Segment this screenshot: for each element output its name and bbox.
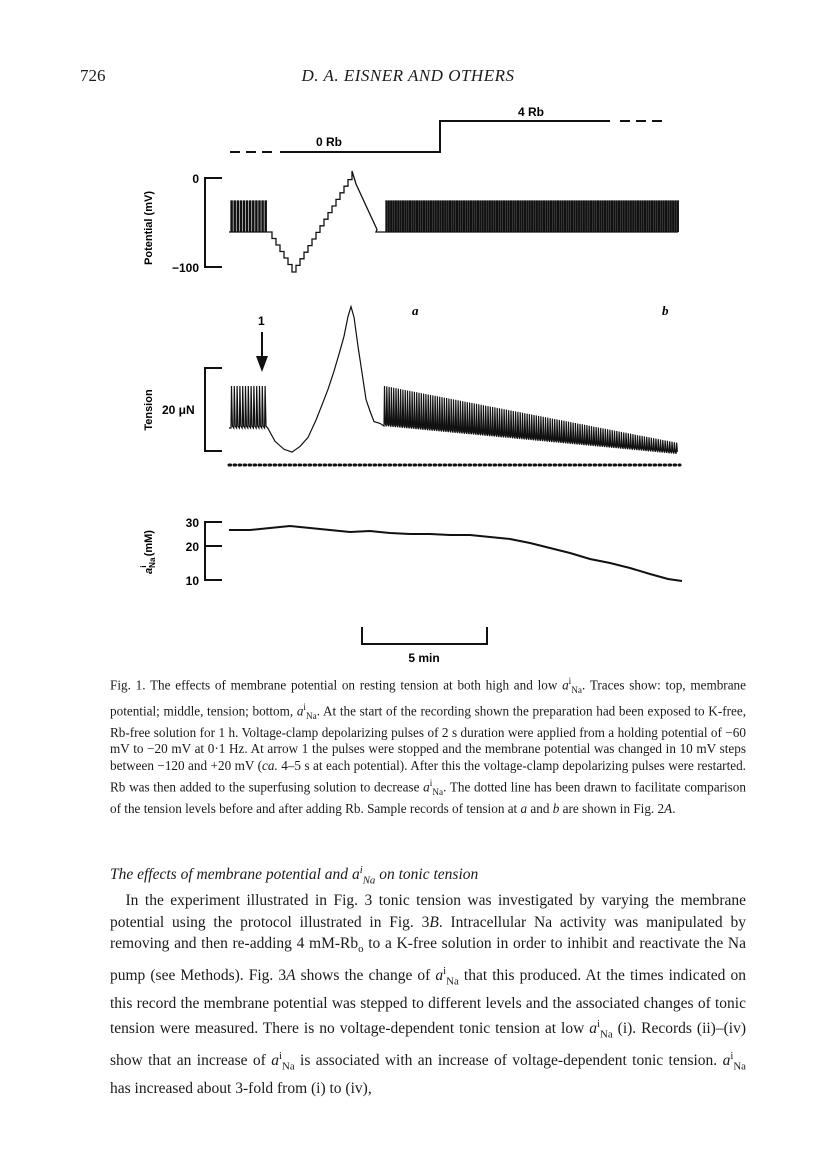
running-head: D. A. EISNER AND OTHERS: [301, 66, 515, 85]
potential-trace: [229, 171, 678, 272]
potential-tick-minus100: −100: [171, 261, 199, 275]
potential-axis-label: Potential (mV): [143, 191, 155, 265]
tension-axis: [205, 368, 222, 451]
marker-b: b: [662, 303, 669, 318]
tension-axis-label: Tension: [143, 389, 155, 431]
marker-a: a: [412, 303, 419, 318]
section-title: The effects of membrane potential and $a^i_{Na}$ on tonic tension: [110, 864, 479, 887]
zero-rb-label: 0 Rb: [316, 135, 343, 149]
figure-caption: Fig. 1. The effects of membrane potential on resting tension at both high and low $a^i_{Na}$. Traces show: top, membrane potential; middle, tension; bottom, $a^i_{Na}$. At the start of the recording shown the preparation had been exposed to K-free, Rb-free solution for 1 h. Voltage-clamp depolarizing pulses of 2 s duration were applied from a holding potential of −60 mV to −20 mV at 0·1 Hz. At arrow 1 the pulses were stopped and the membrane potential was changed in 10 mV steps between −120 and +20 mV (ca. 4–5 s at each potential). After this the voltage-clamp depolarizing pulses were restarted. Rb was then added to the superfusing solution to decrease $a^i_{Na}$. The dotted line has been drawn to facilitate comparison of the tension levels before and after adding Rb. Sample records of tension at a and b are shown in Fig. 2A.: [110, 676, 746, 816]
arrow-1-label: 1: [258, 314, 265, 328]
four-rb-label: 4 Rb: [518, 105, 545, 119]
time-scale-label: 5 min: [408, 651, 440, 665]
ana-axis-label: $a_{Na}i$ (mM): [139, 530, 157, 574]
potential-axis: [205, 178, 222, 267]
ana-trace: [229, 526, 682, 581]
time-scale-bar: [362, 627, 487, 644]
tension-scale: 20 μN: [162, 403, 195, 417]
tension-trace: [229, 307, 677, 454]
ana-tick-10: 10: [185, 574, 199, 588]
ana-tick-30: 30: [185, 516, 199, 530]
body-paragraph: In the experiment illustrated in Fig. 3 tonic tension was investigated by varying the membrane potential using the protocol illustrated in Fig. 3B. Intracellular Na activity was manipulated by removing and then re-adding 4 $mM-Rb_o$ to a K-free solution in order to inhibit and reactivate the Na pump (see Methods). Fig. 3A shows the change of $a^i_{Na}$ that this produced. At the times indicated on this record the membrane potential was stepped to different levels and the associated changes of tonic tension were measured. There is no voltage-dependent tonic tension at low $a^i_{Na}$ (i). Records (ii)–(iv) show that an increase of $a^i_{Na}$ is associated with an increase of voltage-dependent tonic tension. $a^i_{Na}$ has increased about 3-fold from (i) to (iv),: [110, 892, 747, 1097]
solution-protocol-line: [230, 121, 668, 152]
ana-axis: [205, 522, 222, 580]
ana-tick-20: 20: [185, 540, 199, 554]
potential-tick-0: 0: [192, 172, 199, 186]
arrow-1: [256, 332, 268, 372]
page-number: 726: [80, 66, 106, 85]
